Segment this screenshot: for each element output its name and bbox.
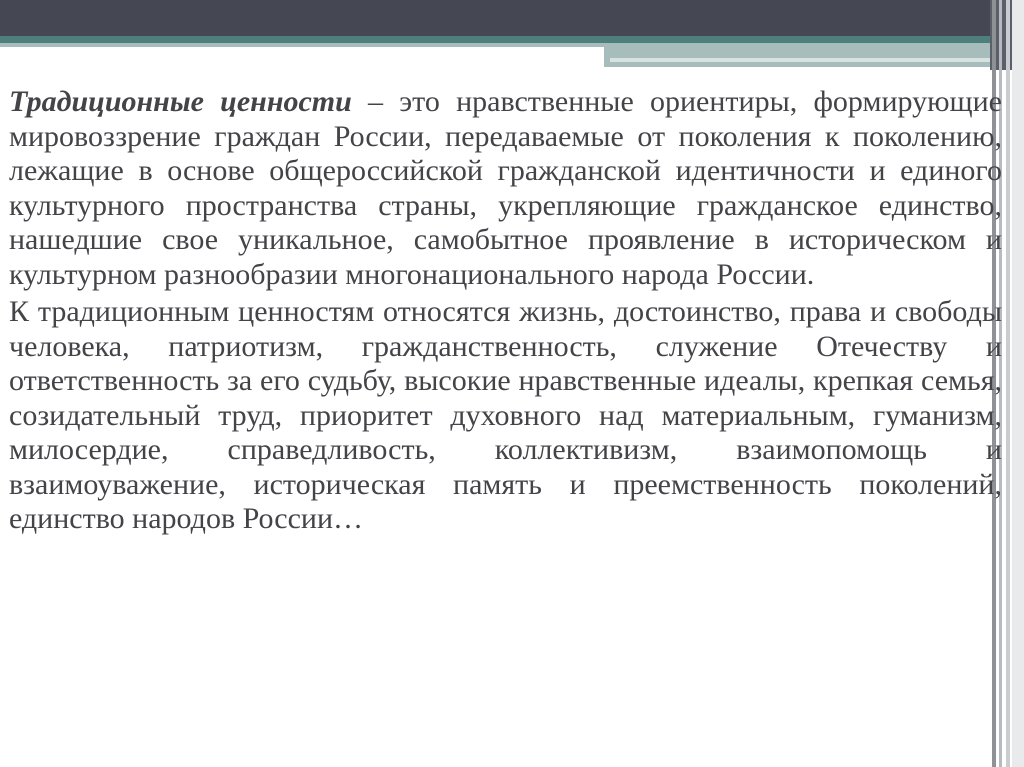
header-band-dark: [0, 0, 1024, 36]
right-stripe: [1012, 0, 1024, 767]
header-band-teal: [0, 36, 1010, 43]
definition-text: – это нравственные ориентиры, формирующие мировоззрение граждан России, передаваемые от поколения к поколению, лежащие в основе общероссийской гражданской идентичности и единого культурного пространства страны, укрепляющие гражданское единство, нашедшие свое уникальное, самобытное проявление в историческом и культурном разнообразии многонационального народа России.: [9, 85, 1002, 291]
values-paragraph: К традиционным ценностям относятся жизнь, достоинство, права и свободы человека, патриотизм, гражданственность, служение Отечеству и ответственность за его судьбу, высокие нравственные идеалы, крепкая семья, созидательный труд, приоритет духовного над материальным, гуманизм, милосердие, справедливость, коллективизм, взаимопомощь и взаимоуважение, историческая память и преемственность поколений, единство народов России…: [9, 295, 1002, 535]
header-band-notch: [604, 47, 1010, 67]
defined-term: Традиционные ценности: [9, 85, 352, 118]
header-band-notch-inner: [610, 58, 1004, 62]
definition-paragraph: [9, 85, 1002, 292]
slide-body: [9, 85, 1002, 540]
right-stripe: [1006, 0, 1010, 767]
